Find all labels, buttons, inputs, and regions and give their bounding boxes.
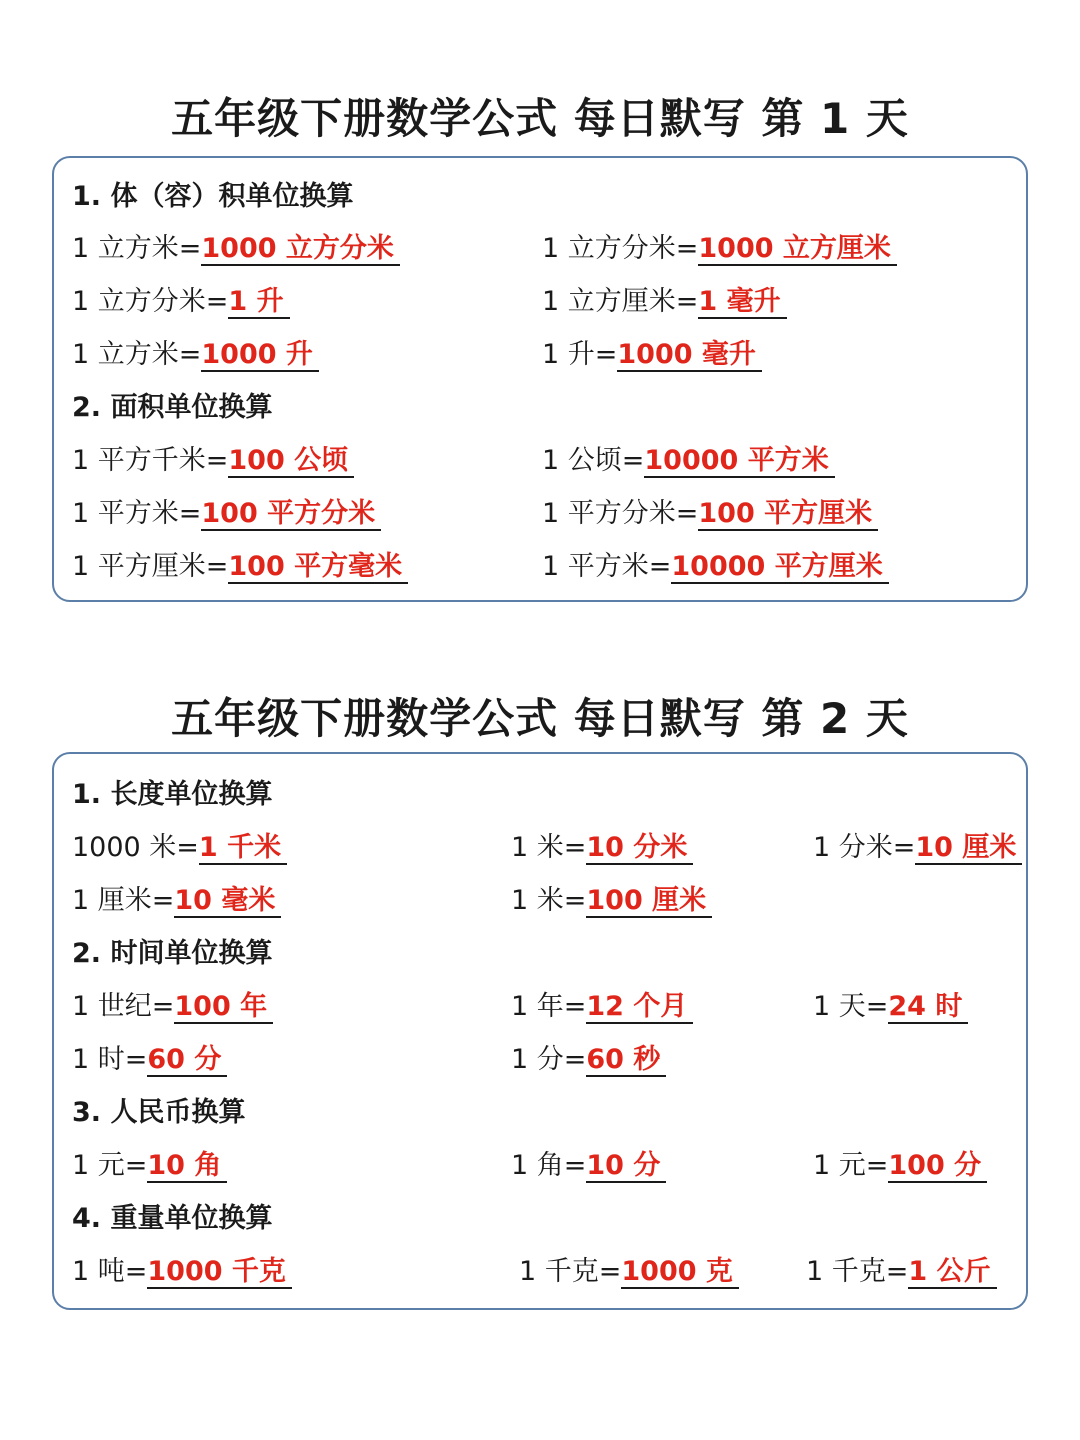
formula-item: 1 米=10 分米 <box>511 825 693 865</box>
formula-item: 1 公顷=10000 平方米 <box>542 438 835 478</box>
formula-item: 1 平方米=10000 平方厘米 <box>542 544 889 584</box>
formula-item: 1 立方米=1000 升 <box>72 332 319 372</box>
section-heading: 4. 重量单位换算 <box>72 1203 273 1234</box>
formula-item: 1 时=60 分 <box>72 1037 227 1077</box>
formula-item: 1 天=24 时 <box>813 984 968 1024</box>
page-title-day-1: 五年级下册数学公式 每日默写 第 1 天 <box>171 94 909 143</box>
formula-item: 1 世纪=100 年 <box>72 984 273 1024</box>
formula-item: 1000 米=1 千米 <box>72 825 287 865</box>
section-heading: 1. 长度单位换算 <box>72 779 273 810</box>
formula-item: 1 平方千米=100 公顷 <box>72 438 354 478</box>
formula-item: 1 立方厘米=1 毫升 <box>542 279 787 319</box>
section-heading: 1. 体（容）积单位换算 <box>72 181 354 212</box>
page-title-day-2: 五年级下册数学公式 每日默写 第 2 天 <box>171 694 909 743</box>
formula-item: 1 千克=1000 克 <box>519 1249 739 1289</box>
section-heading: 3. 人民币换算 <box>72 1097 246 1128</box>
section-heading: 2. 面积单位换算 <box>72 392 273 423</box>
formula-item: 1 立方米=1000 立方分米 <box>72 226 400 266</box>
day-1-card <box>52 156 1028 602</box>
formula-item: 1 元=100 分 <box>813 1143 987 1183</box>
formula-item: 1 分=60 秒 <box>511 1037 666 1077</box>
formula-item: 1 立方分米=1000 立方厘米 <box>542 226 897 266</box>
formula-item: 1 平方米=100 平方分米 <box>72 491 381 531</box>
formula-item: 1 吨=1000 千克 <box>72 1249 292 1289</box>
formula-item: 1 千克=1 公斤 <box>806 1249 997 1289</box>
formula-item: 1 平方分米=100 平方厘米 <box>542 491 878 531</box>
formula-item: 1 厘米=10 毫米 <box>72 878 281 918</box>
formula-item: 1 立方分米=1 升 <box>72 279 290 319</box>
formula-item: 1 元=10 角 <box>72 1143 227 1183</box>
formula-item: 1 平方厘米=100 平方毫米 <box>72 544 408 584</box>
formula-item: 1 升=1000 毫升 <box>542 332 762 372</box>
formula-item: 1 米=100 厘米 <box>511 878 712 918</box>
formula-item: 1 角=10 分 <box>511 1143 666 1183</box>
formula-item: 1 分米=10 厘米 <box>813 825 1022 865</box>
formula-item: 1 年=12 个月 <box>511 984 693 1024</box>
section-heading: 2. 时间单位换算 <box>72 938 273 969</box>
